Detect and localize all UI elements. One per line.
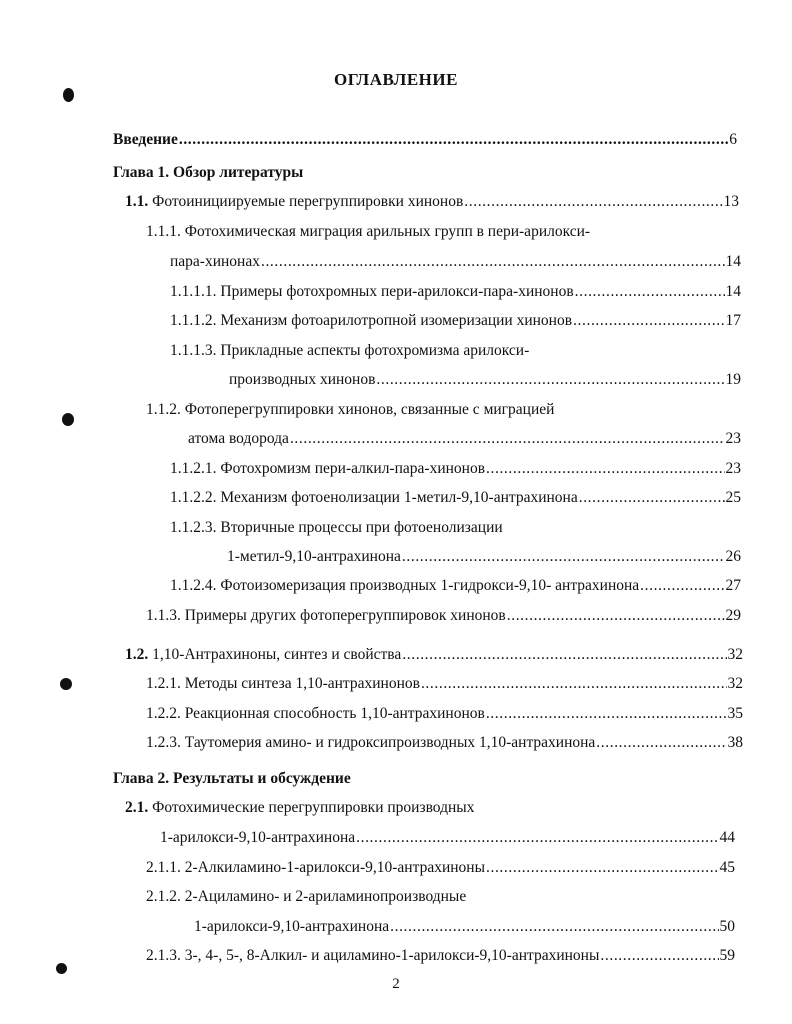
toc-entry-text: 1.2.1. Методы синтеза 1,10-антрахинонов xyxy=(146,675,420,692)
section-title: Фотохимические перегруппировки производных xyxy=(152,799,475,816)
toc-page-number: 32 xyxy=(727,675,743,692)
toc-leader xyxy=(402,548,725,566)
section-title: 1,10-Антрахиноны, синтез и свойства xyxy=(152,646,402,663)
toc-entry xyxy=(146,607,741,625)
toc-leader xyxy=(261,253,725,271)
toc-entry xyxy=(146,947,735,965)
toc-page-number: 14 xyxy=(725,253,741,270)
toc-leader xyxy=(464,193,722,211)
toc-entry-text xyxy=(125,646,401,664)
toc-page-number: 25 xyxy=(725,489,741,506)
toc-page-number: 13 xyxy=(723,193,739,210)
toc-page-number: 59 xyxy=(719,947,735,964)
toc-leader xyxy=(507,607,725,625)
toc-entry-text: 1.1.2.4. Фотоизомеризация производных 1-гидрокси-9,10- антрахинона xyxy=(170,577,640,594)
scan-blot xyxy=(60,678,72,690)
toc-entry-text: 1.1.1.1. Примеры фотохромных пери-арилокси-пара-хинонов xyxy=(170,283,574,300)
toc-entry-text: 1-метил-9,10-антрахинона xyxy=(227,548,401,565)
toc-entry-text: Введение xyxy=(113,131,178,148)
toc-entry xyxy=(170,489,741,507)
toc-entry xyxy=(146,705,743,723)
toc-leader xyxy=(402,646,726,664)
toc-page-number: 38 xyxy=(727,734,743,751)
toc-entry-text xyxy=(125,193,463,211)
toc-entry xyxy=(170,283,741,301)
scan-blot xyxy=(63,88,74,102)
toc-entry xyxy=(170,577,741,595)
toc-entry xyxy=(160,829,735,847)
toc-entry-text xyxy=(125,799,474,817)
toc-entry-text: производных хинонов xyxy=(229,371,376,388)
toc-leader xyxy=(356,829,718,847)
scan-blot xyxy=(56,963,67,974)
toc-entry-text: 2.1.2. 2-Ациламино- и 2-ариламинопроизводные xyxy=(146,888,467,905)
toc-entry xyxy=(125,646,743,664)
toc-entry xyxy=(146,734,743,752)
toc-entry-text: 1.2.3. Таутомерия амино- и гидроксипроизводных 1,10-антрахинона xyxy=(146,734,596,751)
toc-page-number: 19 xyxy=(725,371,741,388)
chapter-heading: Глава 1. Обзор литературы xyxy=(113,164,304,181)
toc-entry xyxy=(125,193,739,211)
toc-leader xyxy=(486,460,724,478)
toc-page-number: 26 xyxy=(725,548,741,565)
toc-page-number: 44 xyxy=(719,829,735,846)
toc-page-number: 27 xyxy=(725,577,741,594)
section-number: 1.2. xyxy=(125,646,149,663)
toc-entry-text: 1.1.2.1. Фотохромизм пери-алкил-пара-хинонов xyxy=(170,460,486,477)
toc-entry xyxy=(170,253,741,271)
toc-entry xyxy=(146,675,743,693)
toc-leader xyxy=(376,371,724,389)
toc-page-number: 45 xyxy=(719,859,735,876)
toc-page-number: 6 xyxy=(729,131,737,148)
section-number: 1.1. xyxy=(125,193,149,210)
toc-entry-text: 1.1.2. Фотоперегруппировки хинонов, связанные с миграцией xyxy=(146,401,555,418)
toc-page-number: 17 xyxy=(725,312,741,329)
toc-leader xyxy=(486,859,719,877)
toc-entry-text: 2.1.3. 3-, 4-, 5-, 8-Алкил- и ациламино-1-арилокси-9,10-антрахиноны xyxy=(146,947,600,964)
toc-leader xyxy=(600,947,718,965)
toc-entry xyxy=(146,859,735,877)
toc-leader xyxy=(179,131,728,149)
toc-leader xyxy=(596,734,726,752)
toc-entry-text: 1.1.2.2. Механизм фотоенолизации 1-метил-9,10-антрахинона xyxy=(170,489,578,506)
toc-entry xyxy=(194,918,735,936)
toc-entry xyxy=(113,131,737,149)
page-number: 2 xyxy=(392,976,400,992)
toc-page-number: 23 xyxy=(725,460,741,477)
toc-entry-text: 1.1.2.3. Вторичные процессы при фотоенолизации xyxy=(170,519,503,536)
toc-entry xyxy=(229,371,741,389)
toc-leader xyxy=(421,675,727,693)
toc-entry xyxy=(170,312,741,330)
toc-leader xyxy=(390,918,718,936)
toc-entry-text: атома водорода xyxy=(188,430,289,447)
toc-leader xyxy=(573,312,724,330)
chapter-heading: Глава 2. Результаты и обсуждение xyxy=(113,770,351,787)
toc-page-number: 14 xyxy=(725,283,741,300)
toc-entry-text: 1-арилокси-9,10-антрахинона xyxy=(194,918,390,935)
toc-entry xyxy=(188,430,741,448)
toc-entry-text: 1.1.1. Фотохимическая миграция арильных групп в пери-арилокси- xyxy=(146,223,591,240)
toc-entry xyxy=(227,548,741,566)
toc-page-number: 32 xyxy=(727,646,743,663)
toc-leader xyxy=(640,577,724,595)
toc-leader xyxy=(575,283,725,301)
toc-page-number: 29 xyxy=(725,607,741,624)
toc-leader xyxy=(290,430,725,448)
page-title: ОГЛАВЛЕНИЕ xyxy=(334,70,458,89)
toc-entry-text: 1-арилокси-9,10-антрахинона xyxy=(160,829,356,846)
section-title: Фотоинициируемые перегруппировки хинонов xyxy=(152,193,464,210)
toc-page-number: 50 xyxy=(719,918,735,935)
toc-page-number: 23 xyxy=(725,430,741,447)
toc-leader xyxy=(486,705,727,723)
toc-entry-text: 2.1.1. 2-Алкиламино-1-арилокси-9,10-антрахиноны xyxy=(146,859,485,876)
toc-entry-text: 1.1.1.2. Механизм фотоарилотропной изомеризации хинонов xyxy=(170,312,573,329)
toc-entry xyxy=(170,460,741,478)
toc-entry-text: 1.1.1.3. Прикладные аспекты фотохромизма арилокси- xyxy=(170,342,530,359)
toc-entry-text: 1.1.3. Примеры других фотоперегруппировок хинонов xyxy=(146,607,506,624)
toc-leader xyxy=(579,489,725,507)
section-number: 2.1. xyxy=(125,799,149,816)
toc-entry-text: пара-хинонах xyxy=(170,253,260,270)
scan-blot xyxy=(62,413,74,426)
toc-entry-text: 1.2.2. Реакционная способность 1,10-антрахинонов xyxy=(146,705,485,722)
toc-page-number: 35 xyxy=(727,705,743,722)
